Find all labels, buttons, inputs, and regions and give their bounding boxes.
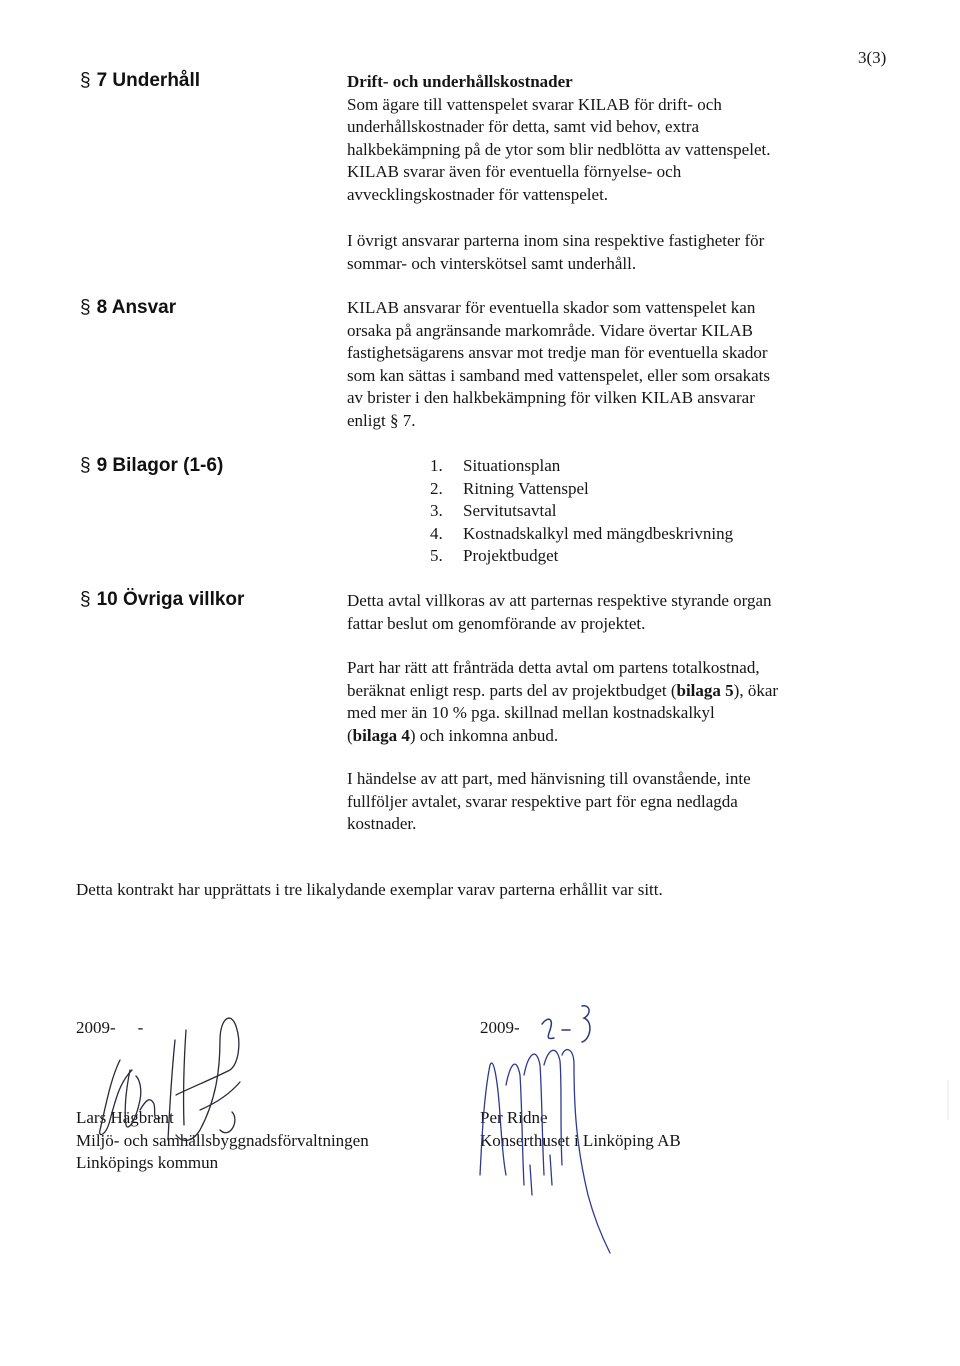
text-line: fullföljer avtalet, svarar respektive part för egna nedlagda: [347, 791, 738, 811]
section-8-heading: § 8 Ansvar: [80, 297, 177, 318]
signatory-org: Miljö- och samhällsbyggnadsförvaltningen: [76, 1130, 369, 1150]
list-item: 1. Situationsplan: [430, 456, 561, 475]
signatory-name: Lars Hägbrant: [76, 1108, 174, 1127]
text-line: beräknat enligt resp. parts del av projektbudget (bilaga 5), ökar: [347, 680, 779, 700]
signatory-name: Per Ridne: [480, 1108, 548, 1127]
section-10-paragraph-1: [347, 590, 847, 635]
text-line: med mer än 10 % pga. skillnad mellan kostnadskalkyl: [347, 703, 715, 722]
signatory-org: Konserthuset i Linköping AB: [480, 1130, 681, 1150]
section-7-subheading: Drift- och underhållskostnader: [347, 72, 573, 91]
text-line: avvecklingskostnader för vattenspelet.: [347, 184, 609, 204]
text-line: orsaka på angränsande markområde. Vidare övertar KILAB: [347, 320, 754, 340]
text-line: halkbekämpning på de ytor som blir nedblötta av vattenspelet.: [347, 139, 771, 159]
list-item: 2. Ritning Vattenspel: [430, 478, 589, 498]
text-line: kostnader.: [347, 814, 417, 833]
text-line: som kan sättas i samband med vattenspelet, eller som orsakats: [347, 365, 771, 385]
list-item: 3. Servitutsavtal: [430, 501, 557, 520]
text-line: Detta avtal villkoras av att parternas respektive styrande organ: [347, 591, 772, 610]
bilaga-5-ref: bilaga 5: [676, 680, 734, 700]
text-line: KILAB ansvarar för eventuella skador som vattenspelet kan: [347, 298, 756, 317]
left-signatory: [76, 1107, 369, 1175]
right-handwritten-date: [538, 1000, 598, 1050]
text-line: fastighetsägarens ansvar mot tredje man för eventuella skador: [347, 343, 768, 362]
text-line: I händelse av att part, med hänvisning till ovanstående, inte: [347, 769, 751, 788]
signatory-place: Linköpings kommun: [76, 1153, 219, 1172]
right-signatory: [480, 1107, 681, 1152]
list-item: 4. Kostnadskalkyl med mängdbeskrivning: [430, 523, 734, 543]
attachments-list: [430, 455, 733, 568]
section-10-paragraph-2: [347, 657, 847, 747]
contract-statement: Detta kontrakt har upprättats i tre likalydande exemplar varav parterna erhållit var sitt.: [76, 880, 663, 899]
section-7-paragraph-2: [347, 230, 847, 275]
section-7-body: [347, 71, 847, 206]
text-line: (bilaga 4) och inkomna anbud.: [347, 725, 559, 745]
text-line: Som ägare till vattenspelet svarar KILAB för drift- och: [347, 94, 722, 114]
section-7-heading: § 7 Underhåll: [80, 70, 201, 91]
text-line: I övrigt ansvarar parterna inom sina respektive fastigheter för: [347, 231, 765, 250]
page-number: 3(3): [858, 48, 887, 67]
scan-edge-mark: [946, 1080, 958, 1120]
text-line: enligt § 7.: [347, 410, 416, 430]
text-line: sommar- och vinterskötsel samt underhåll.: [347, 253, 637, 273]
text-line: fattar beslut om genomförande av projektet.: [347, 613, 646, 633]
right-signature-date: 2009-: [480, 1018, 520, 1037]
list-item: 5. Projektbudget: [430, 546, 559, 565]
text-line: Part har rätt att frånträda detta avtal om partens totalkostnad,: [347, 658, 760, 677]
section-9-heading: § 9 Bilagor (1-6): [80, 455, 224, 476]
left-signature-date: 2009- -: [76, 1018, 144, 1037]
text-line: underhållskostnader för detta, samt vid behov, extra: [347, 117, 700, 136]
section-8-body: [347, 297, 847, 432]
section-10-paragraph-3: [347, 768, 847, 836]
text-line: av brister i den halkbekämpning för vilken KILAB ansvarar: [347, 388, 755, 407]
text-line: KILAB svarar även för eventuella förnyelse- och: [347, 162, 682, 181]
bilaga-4-ref: bilaga 4: [352, 725, 410, 745]
section-10-heading: § 10 Övriga villkor: [80, 589, 245, 610]
